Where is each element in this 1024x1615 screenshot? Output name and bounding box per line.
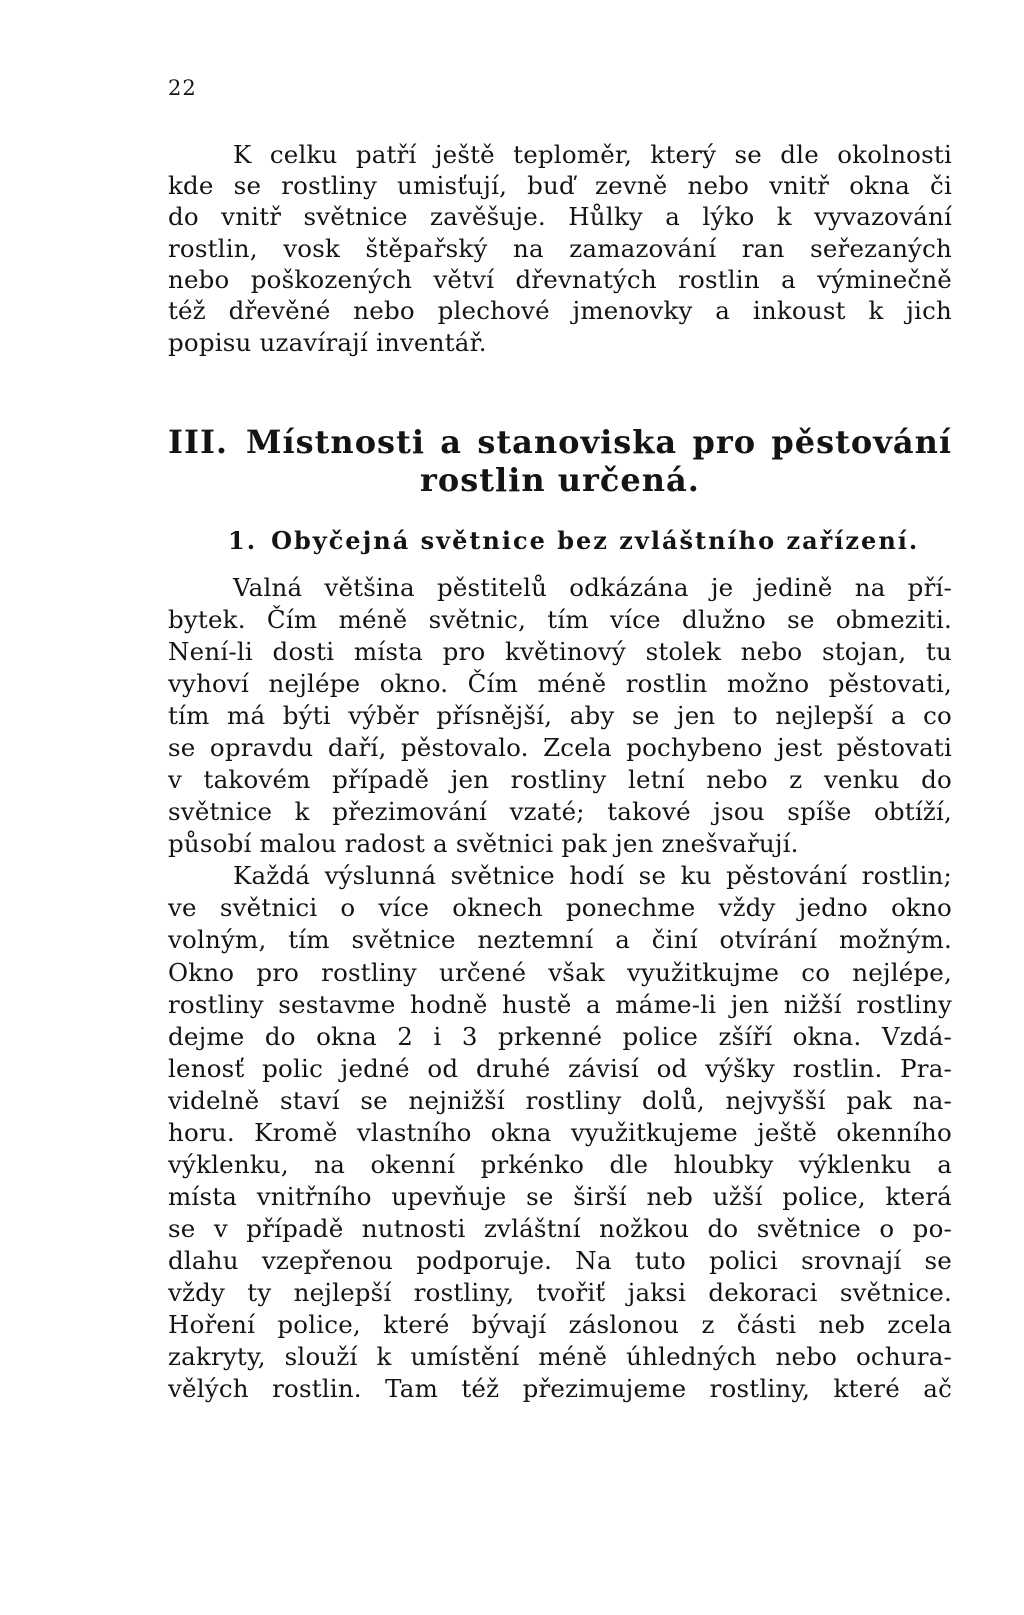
paragraph-line: volným, tím světnice neztemní a činí otvírání možným. <box>168 925 952 954</box>
intro-line: též dřevěné nebo plechové jmenovky a inkoust k jich <box>168 296 952 325</box>
paragraph-line: ve světnici o více oknech ponechme vždy jedno okno <box>168 893 952 922</box>
paragraph-line: působí malou radost a světnici pak jen znešvařují. <box>168 829 799 858</box>
paragraph-line: rostliny sestavme hodně hustě a máme-li jen nižší rostliny <box>168 990 952 1019</box>
paragraph-line: bytek. Čím méně světnic, tím více dlužno se obmeziti. <box>168 605 952 634</box>
paragraph-line: místa vnitřního upevňuje se širší neb užší police, která <box>168 1182 952 1211</box>
paragraph-line: výklenku, na okenní prkénko dle hloubky výklenku a <box>168 1150 952 1179</box>
paragraph-line: Každá výslunná světnice hodí se ku pěstování rostlin; <box>233 861 952 890</box>
intro-line: kde se rostliny umisťují, buď zevně nebo vnitř okna či <box>168 171 952 200</box>
paragraph-line: Okno pro rostliny určené však využitkujme co nejlépe, <box>168 958 952 987</box>
paragraph-line: horu. Kromě vlastního okna využitkujeme ještě okenního <box>168 1118 952 1147</box>
paragraph-line: videlně staví se nejnižší rostliny dolů, nejvyšší pak na- <box>168 1086 952 1115</box>
paragraph-line: světnice k přezimování vzaté; takové jsou spíše obtíží, <box>168 797 952 826</box>
chapter-heading <box>168 422 952 462</box>
paragraph-line: vělých rostlin. Tam též přezimujeme rostliny, které ač <box>168 1374 952 1403</box>
paragraph-line: vždy ty nejlepší rostliny, tvořiť jaksi dekoraci světnice. <box>168 1278 952 1307</box>
paragraph-line: vyhoví nejlépe okno. Čím méně rostlin možno pěstovati, <box>168 669 952 698</box>
paragraph-line: lenosť polic jedné od druhé závisí od výšky rostlin. Pra- <box>168 1054 952 1083</box>
intro-line: nebo poškozených větví dřevnatých rostlin a výminečně <box>168 265 952 294</box>
chapter-title: Místnosti a stanoviska pro pěstování <box>246 423 952 461</box>
paragraph-line: Není-li dosti místa pro květinový stolek nebo stojan, tu <box>168 637 952 666</box>
paragraph-line: dejme do okna 2 i 3 prkenné police zšíří okna. Vzdá- <box>168 1022 952 1051</box>
intro-line: do vnitř světnice zavěšuje. Hůlky a lýko k vyvazování <box>168 202 952 231</box>
intro-line: popisu uzavírají inventář. <box>168 328 487 357</box>
chapter-title-continued: rostlin určená. <box>420 461 700 499</box>
paragraph-line: dlahu vzepřenou podporuje. Na tuto polici srovnají se <box>168 1246 952 1275</box>
paragraph-line: v takovém případě jen rostliny letní nebo z venku do <box>168 765 952 794</box>
paragraph-line: se v případě nutnosti zvláštní nožkou do světnice o po- <box>168 1214 952 1243</box>
paragraph-line: zakryty, slouží k umístění méně úhledných nebo ochura- <box>168 1342 952 1371</box>
paragraph-line: Hoření police, které bývají záslonou z části neb zcela <box>168 1310 952 1339</box>
section-number: 1. <box>228 526 258 555</box>
chapter-number: III. <box>168 423 229 461</box>
paragraph-line: Valná většina pěstitelů odkázána je jedině na pří- <box>233 573 952 602</box>
section-heading <box>228 526 919 555</box>
paragraph-line: tím má býti výběr přísnější, aby se jen to nejlepší a co <box>168 701 952 730</box>
section-title: Obyčejná světnice bez zvláštního zařízení. <box>271 526 920 555</box>
page-number: 22 <box>168 76 197 100</box>
paragraph-line: se opravdu daří, pěstovalo. Zcela pochybeno jest pěstovati <box>168 733 952 762</box>
intro-line: K celku patří ještě teploměr, který se dle okolnosti <box>233 140 952 169</box>
intro-line: rostlin, vosk štěpařský na zamazování ran seřezaných <box>168 234 952 263</box>
